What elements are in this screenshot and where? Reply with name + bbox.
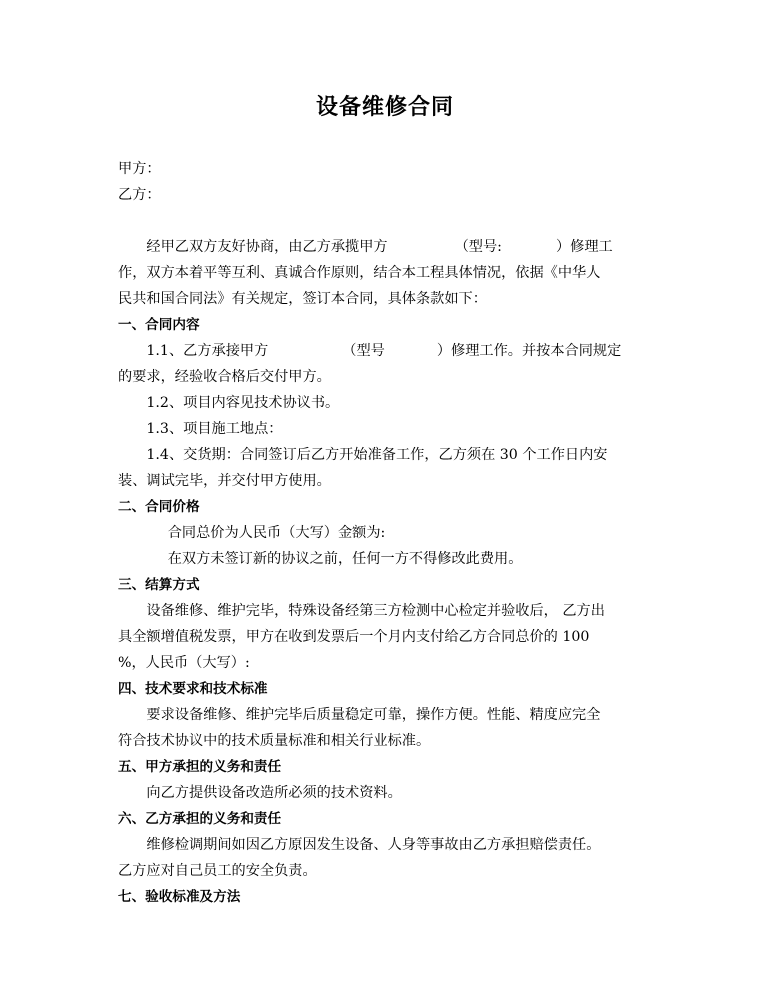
intro-line-2: 作，双方本着平等互利、真诚合作原则，结合本工程具体情况，依据《中华人 <box>118 265 601 281</box>
section-6-line-2: 乙方应对自己员工的安全负责。 <box>118 863 317 879</box>
section-7-heading: 七、验收标准及方法 <box>118 889 241 905</box>
spacer <box>118 208 656 234</box>
item-1-4-line-1: 1.4、交货期：合同签订后乙方开始准备工作，乙方须在 30 个工作日内安 <box>146 447 608 463</box>
intro-text-3: ）修理工 <box>555 239 613 255</box>
party-b-label: 乙方： <box>118 187 161 203</box>
document-title: 设备维修合同 <box>315 95 454 120</box>
item-1-1-line-2: 的要求，经验收合格后交付甲方。 <box>118 369 331 385</box>
section-4-heading: 四、技术要求和技术标准 <box>118 681 268 697</box>
item-1-1-text-b: （型号 <box>342 343 385 359</box>
section-2-line-2: 在双方未签订新的协议之前，任何一方不得修改此费用。 <box>167 551 523 567</box>
item-1-3: 1.3、项目施工地点： <box>146 421 283 437</box>
intro-line-3: 民共和国合同法》有关规定，签订本合同，具体条款如下： <box>118 291 487 307</box>
intro-text-2: （型号: <box>454 239 502 255</box>
intro-text-1: 经甲乙双方友好协商，由乙方承揽甲方 <box>146 239 388 255</box>
section-6-heading: 六、乙方承担的义务和责任 <box>118 811 282 827</box>
item-1-1-text-c: ）修理工作。并按本合同规定 <box>436 343 622 359</box>
section-5-line-1: 向乙方提供设备改造所必须的技术资料。 <box>146 785 402 801</box>
intro-line-1 <box>118 234 656 260</box>
section-3-heading: 三、结算方式 <box>118 577 200 593</box>
item-1-2: 1.2、项目内容见技术协议书。 <box>146 395 340 411</box>
section-3-line-1: 设备维修、维护完毕，特殊设备经第三方检测中心检定并验收后， 乙方出 <box>146 603 605 619</box>
item-1-1-text-a: 1.1、乙方承接甲方 <box>146 343 269 359</box>
section-3-line-2: 具全额增值税发票，甲方在收到发票后一个月内支付给乙方合同总价的 100 <box>118 629 590 645</box>
section-6-line-1: 维修检调期间如因乙方原因发生设备、人身等事故由乙方承担赔偿责任。 <box>146 837 601 853</box>
item-1-4-line-2: 装、调试完毕，并交付甲方使用。 <box>118 473 331 489</box>
section-1-heading: 一、合同内容 <box>118 317 200 333</box>
section-5-heading: 五、甲方承担的义务和责任 <box>118 759 282 775</box>
section-2-heading: 二、合同价格 <box>118 499 200 515</box>
item-1-1-line-1 <box>118 338 656 364</box>
section-3-line-3: %，人民币（大写）: <box>118 655 250 671</box>
section-2-line-1: 合同总价为人民币（大写）金额为: <box>167 525 386 541</box>
section-4-line-1: 要求设备维修、维护完毕后质量稳定可靠，操作方便。性能、精度应完全 <box>146 707 601 723</box>
section-4-line-2: 符合技术协议中的技术质量标准和相关行业标准。 <box>118 733 431 749</box>
document-body <box>118 156 656 910</box>
party-a-label: 甲方： <box>118 161 161 177</box>
